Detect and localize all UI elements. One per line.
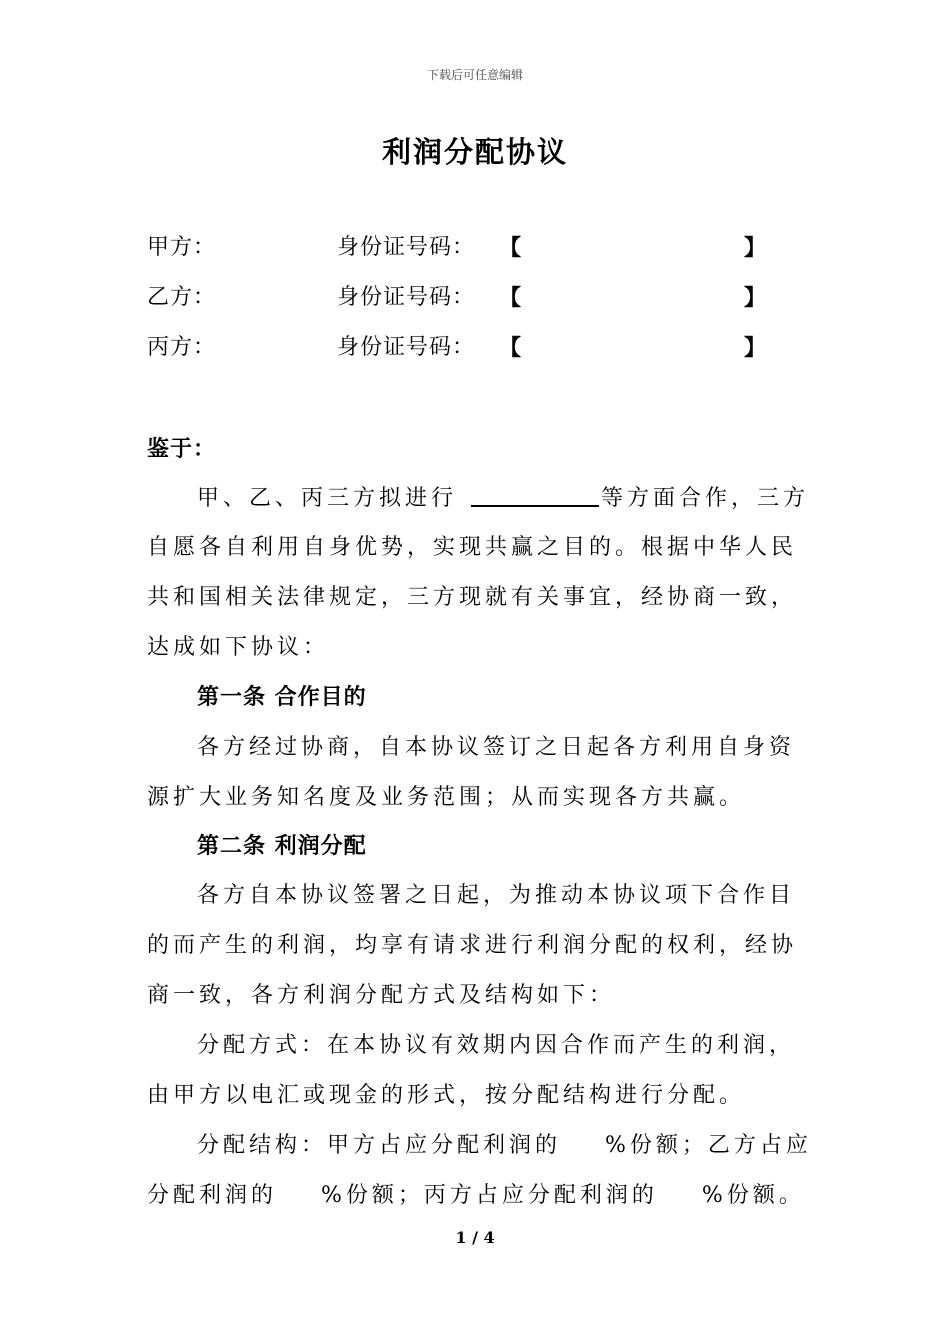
article-2-line-1: 各方自本协议签署之日起，为推动本协议项下合作目 — [197, 883, 796, 908]
page-number: 1 / 4 — [455, 1228, 495, 1247]
article-1-heading: 第一条 合作目的 — [197, 684, 367, 710]
header-note: 下载后可任意编辑 — [426, 68, 523, 82]
bracket-open: 【 — [499, 235, 522, 261]
bracket-close: 】 — [744, 285, 767, 311]
intro-line-4: 达成如下协议： — [147, 635, 330, 660]
intro-line-3: 共和国相关法律规定，三方现就有关事宜，经协商一致， — [147, 585, 798, 610]
intro-text: 甲、乙、丙三方拟进行 — [197, 486, 458, 511]
distribution-method-line-2: 由甲方以电汇或现金的形式，按分配结构进行分配。 — [147, 1083, 746, 1108]
structure-text: %份额；丙方占应分配利润的 — [321, 1183, 658, 1208]
structure-text: %份额；乙方占应 — [605, 1133, 812, 1158]
article-2-heading: 第二条 利润分配 — [197, 833, 367, 859]
intro-text: 等方面合作，三方 — [601, 486, 810, 511]
document-title: 利润分配协议 — [381, 135, 568, 169]
party-name: 丙方： — [147, 335, 217, 360]
id-number-label: 身份证号码： — [337, 235, 476, 260]
intro-line-1 — [197, 483, 810, 514]
blank-line — [471, 483, 599, 507]
id-number-label: 身份证号码： — [337, 335, 476, 360]
bracket-open: 【 — [499, 335, 522, 361]
party-name: 乙方： — [147, 285, 217, 310]
intro-line-2: 自愿各自利用自身优势，实现共赢之目的。根据中华人民 — [147, 535, 798, 560]
bracket-open: 【 — [499, 285, 522, 311]
structure-text: %份额。 — [701, 1183, 805, 1208]
distribution-structure-line-1 — [197, 1131, 812, 1161]
article-2-line-3: 商一致，各方利润分配方式及结构如下： — [147, 983, 616, 1008]
distribution-method-line-1: 分配方式：在本协议有效期内因合作而产生的利润， — [197, 1033, 796, 1058]
bracket-close: 】 — [744, 335, 767, 361]
id-number-label: 身份证号码： — [337, 285, 476, 310]
party-name: 甲方： — [147, 235, 217, 260]
article-1-line-1: 各方经过协商，自本协议签订之日起各方利用自身资 — [197, 735, 796, 760]
whereas-heading: 鉴于： — [147, 436, 217, 462]
article-1-line-2: 源扩大业务知名度及业务范围；从而实现各方共赢。 — [147, 785, 746, 810]
structure-text: 分配利润的 — [147, 1183, 278, 1208]
distribution-structure-line-2 — [147, 1181, 807, 1211]
bracket-close: 】 — [744, 235, 767, 261]
article-2-line-2: 的而产生的利润，均享有请求进行利润分配的权利，经协 — [147, 933, 798, 958]
structure-text: 分配结构：甲方占应分配利润的 — [197, 1133, 562, 1158]
